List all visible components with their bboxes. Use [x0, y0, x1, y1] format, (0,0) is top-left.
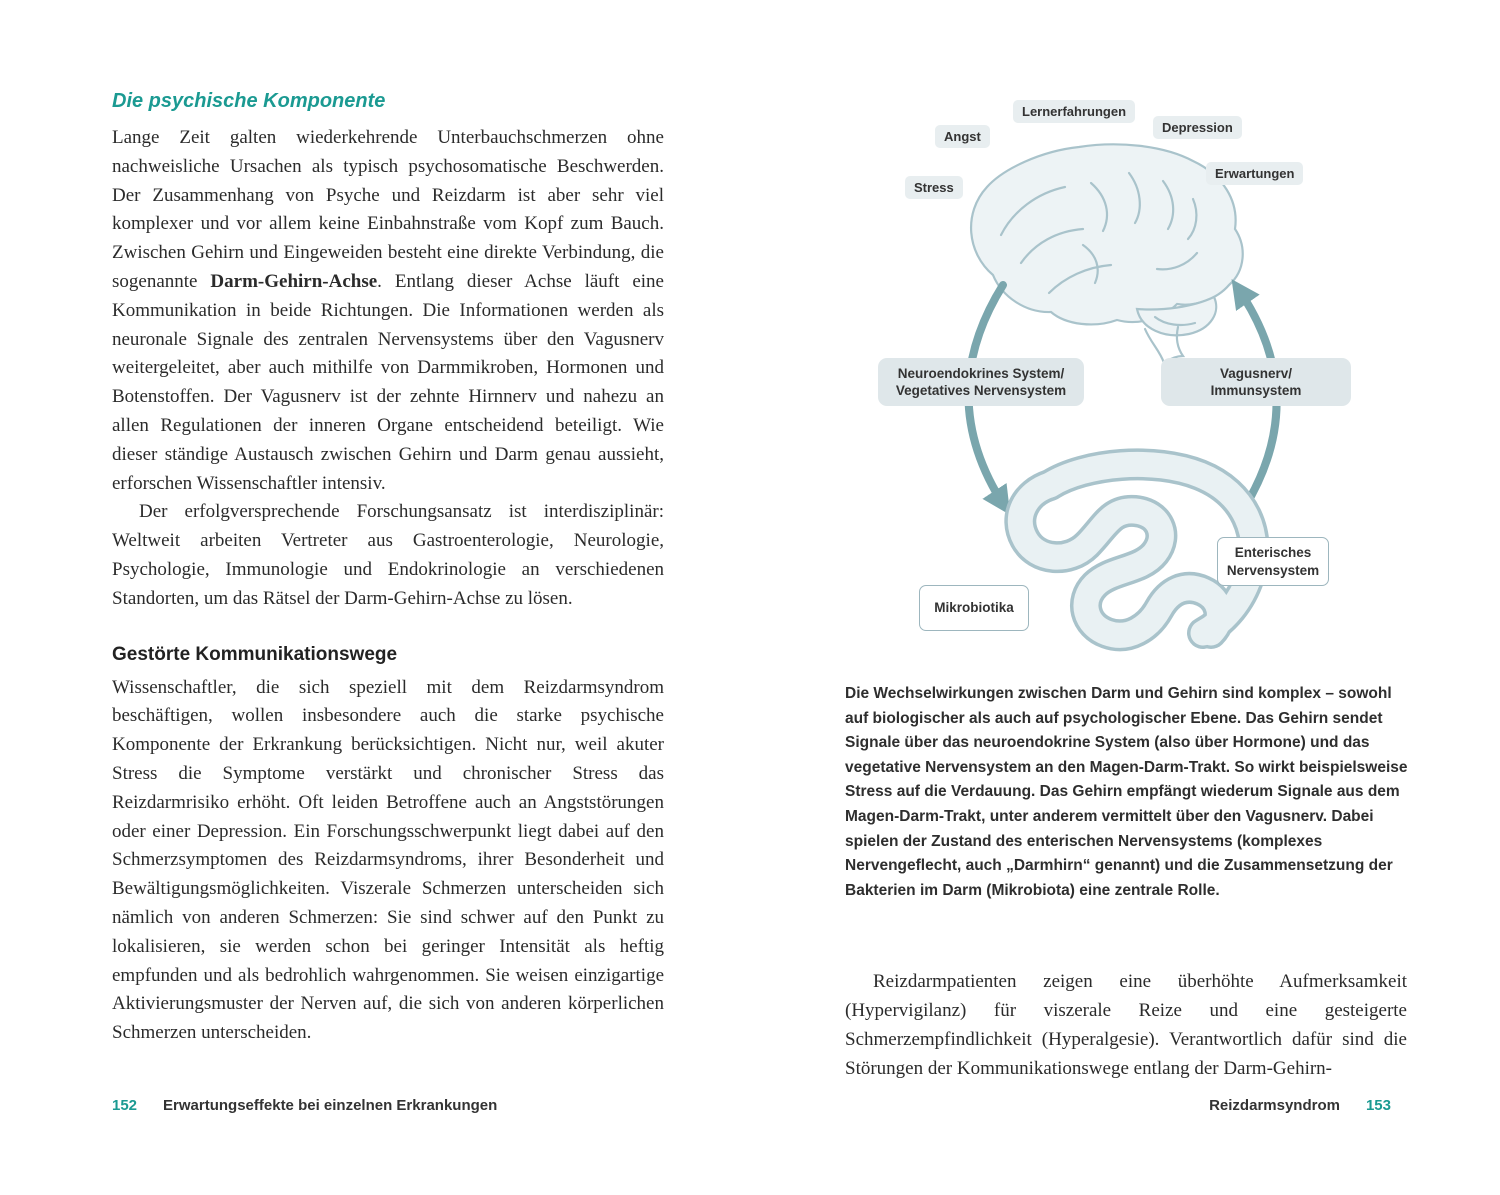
figure-caption: Die Wechselwirkungen zwischen Darm und Gehirn sind komplex – sowohl auf biologischer als auch auf psychologischer Ebene. Das Gehirn sendet Signale über das neuroendokrine System (also über Hormone) und das vegetative Nervensystem an den Magen-Darm-Trakt. So wirkt beispielsweise Stress auf die Verdauung. Das Gehirn empfängt wiederum Signale aus dem Magen-Darm-Trakt, unter anderem vermittelt über den Vagusnerv. Dabei spielen der Zustand des enterischen Nervensystems (komplexes Nervengeflecht, auch „Darmhirn“ genannt) und die Zusammensetzung der Bakterien im Darm (Mikrobiota) eine zentrale Rolle. [845, 685, 1408, 899]
paragraph-reizdarmpatienten: Reizdarmpatienten zeigen eine überhöhte Aufmerksamkeit (Hypervigilanz) für viszerale Reize und eine gesteigerte Schmerzempfindlichkeit (Hyperalgesie). Verantwortlich dafür sind die Störungen der Kommunikationswege entlang der Darm-Gehirn- [845, 971, 1407, 1079]
box-line: Neuroendokrines System/ [897, 365, 1065, 381]
diagram-label-depression: Depression [1153, 116, 1242, 139]
box-line: Vagusnerv/ [1219, 365, 1293, 381]
box-line: Enterisches [1234, 545, 1312, 560]
page-footer-right [1209, 1097, 1391, 1114]
page-number-right: 153 [1365, 1097, 1391, 1114]
paragraph-forschungsansatz: Der erfolgversprechende Forschungsansatz ist interdisziplinär: Weltweit arbeiten Vertreter aus Gastroenterologie, Neurologie, Psychologie, Immunologie und Endokrinologie an verschiedenen Standorten, um das Rätsel der Darm-Gehirn-Achse zu lösen. [112, 501, 664, 609]
section-heading: Die psychische Komponente [112, 90, 386, 112]
bold-term-darm-gehirn-achse: Darm-Gehirn-Achse [210, 270, 378, 292]
footer-running-title-left: Erwartungseffekte bei einzelnen Erkrankungen [163, 1097, 498, 1114]
paragraph-text: . Entlang dieser Achse läuft eine Kommunikation in beide Richtungen. Die Informationen werden als neuronale Signale des zentralen Nervensystems über den Vagusnerv weitergeleitet, aber auch mithilfe von Darmmikroben, Hormonen und Botenstoffen. Der Vagusnerv ist der zehnte Hirnnerv und nahezu an allen Regulationen der inneren Organe entscheidend beteiligt. Wie dieser ständige Austausch zwischen Gehirn und Darm genau aussieht, erforschen Wissenschaftler intensiv. [112, 270, 664, 494]
diagram-box-mikrobiotika [919, 585, 1029, 631]
box-line: Vegetatives Nervensystem [895, 383, 1067, 398]
footer-running-title-right: Reizdarmsyndrom [1209, 1097, 1340, 1114]
paragraph-text: Lange Zeit galten wiederkehrende Unterbauchschmerzen ohne nachweisliche Ursachen als typisch psychosomatische Beschwerden. Der Zusammenhang von Psyche und Reizdarm ist aber sehr viel komplexer und vor allem keine Einbahnstraße vom Kopf zum Bauch. Zwischen Gehirn und Eingeweiden besteht eine direkte Verbindung, die sogenannte [112, 127, 664, 292]
box-line: Immunsystem [1210, 383, 1302, 398]
diagram-label-angst: Angst [935, 125, 990, 148]
gut-brain-axis-diagram [845, 85, 1405, 670]
diagram-label-erwartungen: Erwartungen [1206, 162, 1303, 185]
paragraph-kommunikationswege: Wissenschaftler, die sich speziell mit dem Reizdarmsyndrom beschäftigen, wollen insbesondere auch die starke psychische Komponente der Erkrankung berücksichtigen. Nicht nur, weil akuter Stress die Symptome verstärkt und chronischer Stress das Reizdarmrisiko erhöht. Oft leiden Betroffene auch an Angststörungen oder einer Depression. Ein Forschungsschwerpunkt liegt dabei auf den Schmerzsymptomen des Reizdarmsyndroms, ihrer Besonderheit und Bewältigungsmöglichkeiten. Viszerale Schmerzen unterscheiden sich nämlich von anderen Schmerzen: Sie sind schwer auf den Punkt zu lokalisieren, sie werden schon bei geringer Intensität als heftig empfunden und als bedrohlich wahrgenommen. Sie weisen einzigartige Aktivierungsmuster der Nerven auf, die sich von anderen körperlichen Schmerzen unterscheiden. [112, 676, 664, 1044]
diagram-label-stress: Stress [905, 176, 963, 199]
page-number-left: 152 [112, 1097, 138, 1114]
diagram-box-vagusnerv-immunsystem [1161, 358, 1351, 406]
brain-illustration [971, 144, 1243, 363]
box-line: Mikrobiotika [934, 600, 1014, 616]
diagram-label-lernerfahrungen: Lernerfahrungen [1013, 100, 1135, 123]
paragraph-darm-gehirn-achse [112, 124, 664, 498]
box-line: Nervensystem [1226, 562, 1320, 578]
left-page-column [112, 90, 664, 1048]
subsection-heading: Gestörte Kommunikationswege [112, 643, 398, 665]
diagram-box-enterisches-nervensystem [1217, 537, 1329, 586]
page-footer-left [112, 1097, 497, 1114]
diagram-box-neuroendokrines-system [878, 358, 1084, 406]
